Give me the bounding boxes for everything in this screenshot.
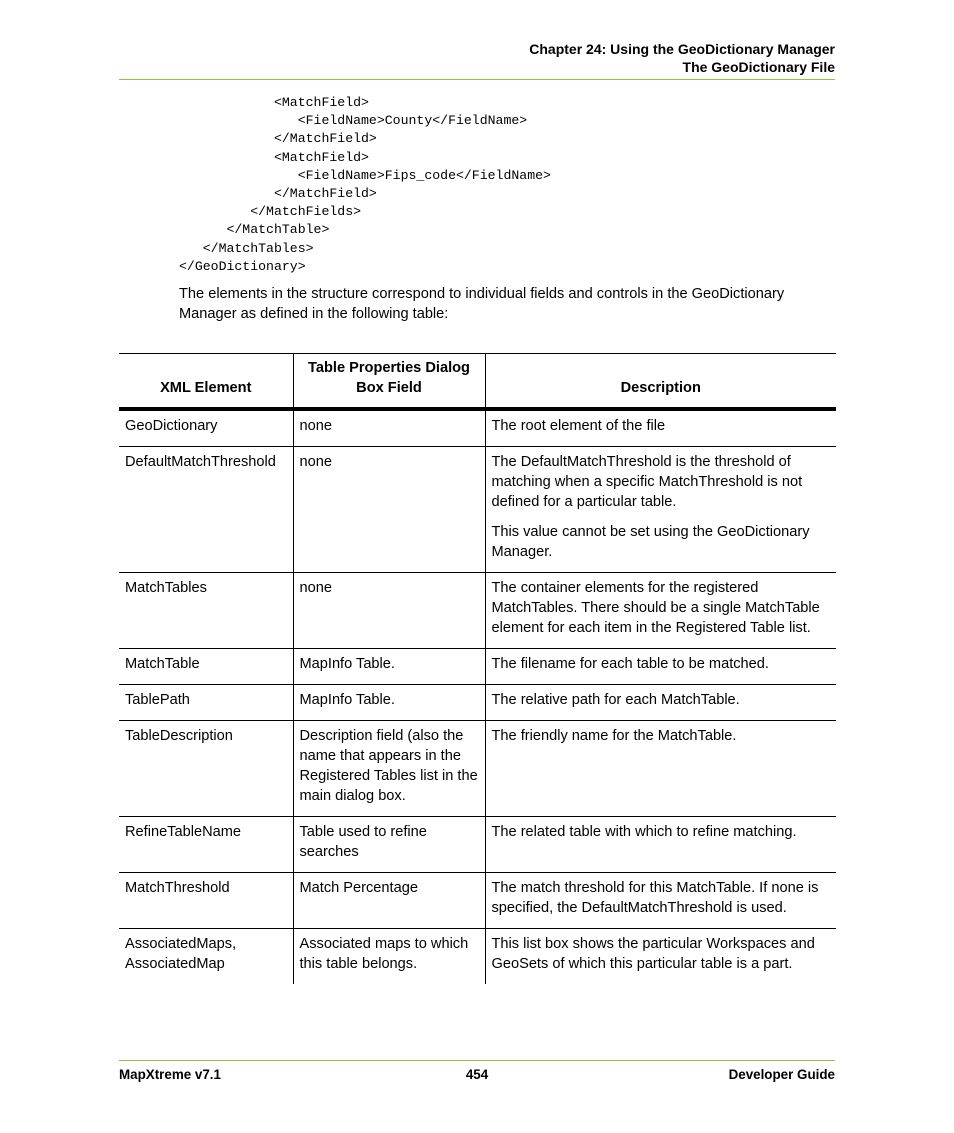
table-row <box>119 447 836 573</box>
section-title: The GeoDictionary File <box>682 59 835 75</box>
header-rule <box>119 79 835 80</box>
description-paragraph: This list box shows the particular Workspaces and GeoSets of which this particular table is a part. <box>491 936 815 972</box>
dialog-field-cell: none <box>293 409 485 447</box>
table-row <box>119 721 836 817</box>
xml-element-cell: MatchTables <box>119 573 293 649</box>
description-paragraph: The DefaultMatchThreshold is the threshold of matching when a specific MatchThreshold is not defined for a particular table. <box>491 454 803 510</box>
xml-element-cell: TablePath <box>119 685 293 721</box>
running-header <box>529 40 835 76</box>
xml-element-cell: RefineTableName <box>119 817 293 873</box>
description-paragraph: The related table with which to refine matching. <box>491 824 797 840</box>
xml-element-cell: AssociatedMaps, AssociatedMap <box>125 936 237 972</box>
description-paragraph: The filename for each table to be matched. <box>491 656 769 672</box>
xml-code-block <box>179 94 551 276</box>
xml-element-cell: GeoDictionary <box>119 409 293 447</box>
dialog-field-cell: Description field (also the name that appears in the Registered Tables list in the main dialog box. <box>293 721 485 817</box>
dialog-field-cell: none <box>293 447 485 573</box>
description-cell <box>485 409 836 447</box>
code-line: <MatchField> <box>179 95 369 110</box>
code-line: </MatchTables> <box>179 240 314 256</box>
dialog-field-cell: MapInfo Table. <box>293 685 485 721</box>
description-cell <box>485 649 836 685</box>
code-line: <FieldName>County</FieldName> <box>179 113 528 129</box>
description-cell <box>485 721 836 817</box>
description-paragraph: The root element of the file <box>491 418 666 434</box>
table-row <box>119 929 836 985</box>
description-paragraph: The friendly name for the MatchTable. <box>491 728 737 744</box>
description-paragraph: The relative path for each MatchTable. <box>491 692 740 708</box>
dialog-field-cell: none <box>293 573 485 649</box>
dialog-field-cell: Match Percentage <box>293 873 485 929</box>
dialog-field-cell: Associated maps to which this table belongs. <box>293 929 485 985</box>
description-cell <box>485 685 836 721</box>
description-cell <box>485 447 836 573</box>
code-line: <MatchField> <box>179 149 369 165</box>
footer-rule <box>119 1060 835 1061</box>
table-row <box>119 685 836 721</box>
column-header-xml-element: XML Element <box>119 354 293 410</box>
description-cell <box>485 929 836 985</box>
xml-element-cell: DefaultMatchThreshold <box>119 447 293 573</box>
table-row <box>119 409 836 447</box>
code-line: <FieldName>Fips_code</FieldName> <box>179 167 551 183</box>
code-line: </GeoDictionary> <box>179 258 306 274</box>
dialog-field-cell: MapInfo Table. <box>293 649 485 685</box>
description-cell <box>485 817 836 873</box>
description-cell <box>485 873 836 929</box>
code-line: </MatchField> <box>179 186 377 202</box>
description-paragraph: This value cannot be set using the GeoDictionary Manager. <box>491 524 810 560</box>
xml-element-cell: TableDescription <box>119 721 293 817</box>
table-header-row <box>119 354 836 410</box>
column-header-description: Description <box>485 354 836 410</box>
table-row <box>119 649 836 685</box>
code-line: </MatchField> <box>179 131 377 147</box>
product-name: MapXtreme v7.1 <box>119 1067 221 1082</box>
page-number: 454 <box>465 1067 489 1082</box>
column-header-dialog-field: Table Properties Dialog Box Field <box>293 354 485 410</box>
description-paragraph: The container elements for the registered MatchTables. There should be a single MatchTable element for each item in the Registered Table list. <box>491 580 820 636</box>
chapter-title: Chapter 24: Using the GeoDictionary Manager <box>529 41 835 57</box>
description-cell <box>485 573 836 649</box>
xml-element-cell: MatchTable <box>119 649 293 685</box>
xml-element-cell: MatchThreshold <box>119 873 293 929</box>
description-paragraph: The match threshold for this MatchTable. If none is specified, the DefaultMatchThreshold is used. <box>491 880 819 916</box>
dialog-field-cell: Table used to refine searches <box>293 817 485 873</box>
code-line: </MatchFields> <box>179 204 362 220</box>
table-row <box>119 573 836 649</box>
table-row <box>119 817 836 873</box>
code-line: </MatchTable> <box>179 222 330 238</box>
guide-name: Developer Guide <box>728 1067 835 1082</box>
intro-paragraph: The elements in the structure correspond to individual fields and controls in the GeoDictionary Manager as defined in the following table: <box>179 286 785 322</box>
xml-element-table <box>119 353 836 984</box>
table-row <box>119 873 836 929</box>
